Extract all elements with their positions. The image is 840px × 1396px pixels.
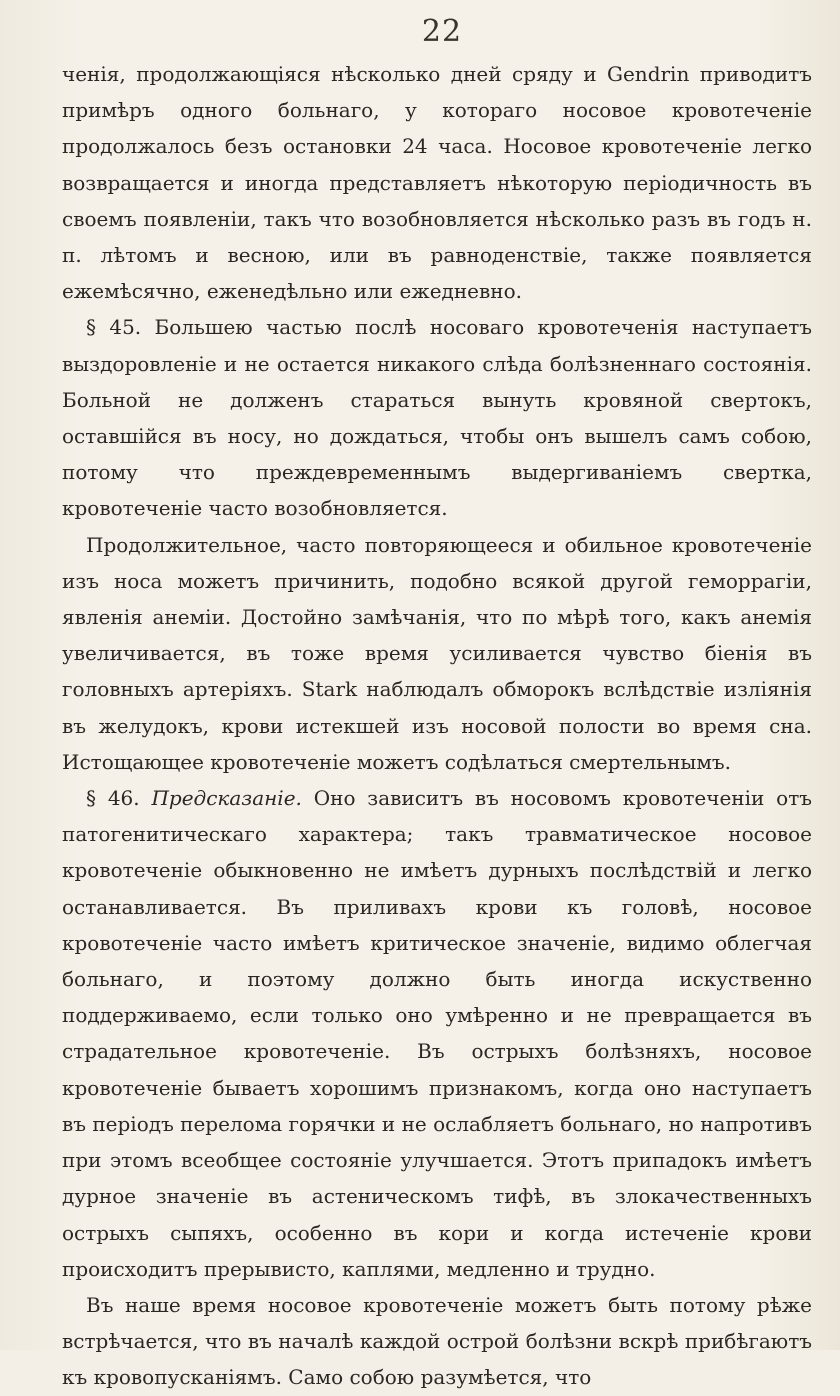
section-number: § 45. bbox=[86, 315, 142, 340]
paragraph-final bbox=[62, 1287, 812, 1396]
page-number: 22 bbox=[421, 14, 463, 49]
section-number: § 46. bbox=[86, 786, 140, 811]
paragraph-text: Въ наше время носовое кровотеченіе можетъ быть потому рѣже встрѣчается, что въ началѣ каждой острой болѣзни вскрѣ прибѣгаютъ къ кровопусканіямъ. Само собою разумѣется, что bbox=[62, 1292, 812, 1390]
paragraph-text: ченія, продолжающіяся нѣсколько дней сряду и Gendrin приводитъ примѣръ одного больнаго, у котораго носовое кровотеченіе продолжалось безъ остановки 24 часа. Носовое кровотеченіе легко возвращается и иногда представляетъ нѣкоторую періодичность въ своемъ появленіи, такъ что возобновляется нѣсколько разъ въ годъ н. п. лѣтомъ и весною, или въ равноденствіе, также появляется ежемѣсячно, еженедѣльно или ежедневно. bbox=[62, 62, 812, 304]
page-body bbox=[62, 56, 812, 1396]
paragraph-text: Оно зависитъ въ носовомъ кровотеченіи отъ патогенитическаго характера; такъ травматическое носовое кровотеченіе обыкновенно не имѣетъ дурныхъ послѣдствій и легко останавливается. Въ приливахъ крови къ головѣ, носовое кровотеченіе часто имѣетъ критическое значеніе, видимо облегчая больнаго, и поэтому должно быть иногда искуственно поддерживаемо, если только оно умѣренно и не превращается въ страдательное кровотеченіе. Въ острыхъ болѣзняхъ, носовое кровотеченіе бываетъ хорошимъ признакомъ, когда оно наступаетъ въ періодъ перелома горячки и не ослабляетъ больнаго, но напротивъ при этомъ всеобщее состояніе улучшается. Этотъ припадокъ имѣетъ дурное значеніе въ астеническомъ тифѣ, въ злокачественныхъ острыхъ сыпяхъ, особенно въ кори и когда истеченіе крови происходитъ прерывисто, каплями, медленно и трудно. bbox=[62, 786, 813, 1281]
paragraph-section-45 bbox=[62, 309, 812, 526]
paragraph-continuation bbox=[62, 56, 812, 309]
paragraph-anemia bbox=[62, 527, 812, 780]
section-heading: Предсказаніе. bbox=[151, 786, 302, 811]
paragraph-section-46 bbox=[62, 780, 812, 1287]
paragraph-text: Продолжительное, часто повторяющееся и обильное кровотеченіе изъ носа можетъ причинить, подобно всякой другой геморрагіи, явленія анеміи. Достойно замѣчанія, что по мѣрѣ того, какъ анемія увеличивается, въ тоже время усиливается чувство біенія въ головныхъ артеріяхъ. Stark наблюдалъ обморокъ вслѣдствіе изліянія въ желудокъ, крови истекшей изъ носовой полости во время сна. Истощающее кровотеченіе можетъ содѣлаться смертельнымъ. bbox=[62, 532, 812, 774]
paragraph-text: Большею частью послѣ носоваго кровотеченія наступаетъ выздоровленіе и не остается никакого слѣда болѣзненнаго состоянія. Больной не долженъ стараться вынуть кровяной свертокъ, оставшійся въ носу, но дождаться, чтобы онъ вышелъ самъ собою, потому что преждевременнымъ выдергиваніемъ свертка, кровотеченіе часто возобновляется. bbox=[62, 315, 812, 521]
